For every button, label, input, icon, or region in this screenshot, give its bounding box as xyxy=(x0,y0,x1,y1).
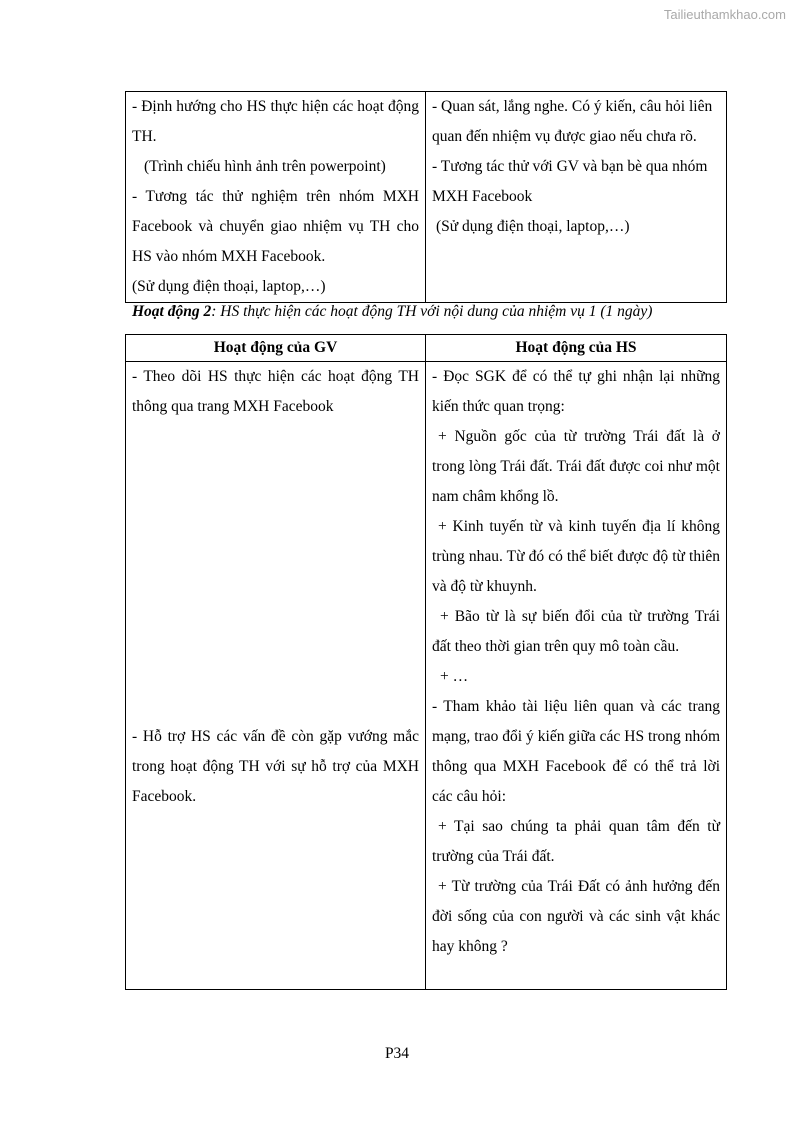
gv-item: - Hỗ trợ HS các vấn đề còn gặp vướng mắc trong hoạt động TH với sự hỗ trợ của MXH Facebook. xyxy=(132,728,419,805)
hs-item: + Bão từ là sự biến đổi của từ trường Trái đất theo thời gian trên quy mô toàn cầu. xyxy=(432,608,720,655)
gv-cell xyxy=(126,362,426,990)
table-header-row xyxy=(126,335,727,362)
watermark: Tailieuthamkhao.com xyxy=(663,7,786,22)
gv-item: - Theo dõi HS thực hiện các hoạt động TH thông qua trang MXH Facebook xyxy=(132,368,419,415)
activity-caption xyxy=(132,303,652,321)
hs-item: (Sử dụng điện thoại, laptop,…) xyxy=(436,218,630,235)
activity-table-1 xyxy=(125,91,727,303)
caption-bold: Hoạt động 2 xyxy=(132,303,212,320)
gv-item: (Sử dụng điện thoại, laptop,…) xyxy=(132,278,326,295)
header-hs: Hoạt động của HS xyxy=(426,335,727,362)
hs-item: + Nguồn gốc của từ trường Trái đất là ở trong lòng Trái đất. Trái đất được coi như một nam châm khổng lồ. xyxy=(432,428,720,505)
header-gv: Hoạt động của GV xyxy=(126,335,426,362)
gv-item: (Trình chiếu hình ảnh trên powerpoint) xyxy=(144,158,386,175)
hs-item: + Kinh tuyến từ và kinh tuyến địa lí không trùng nhau. Từ đó có thể biết được độ từ thiên và độ từ khuynh. xyxy=(432,518,720,595)
gv-cell xyxy=(126,92,426,303)
hs-cell xyxy=(426,92,727,303)
hs-item: - Tham khảo tài liệu liên quan và các trang mạng, trao đổi ý kiến giữa các HS trong nhóm thông qua MXH Facebook để có thể trả lời các câu hỏi: xyxy=(432,698,720,805)
hs-item: + Tại sao chúng ta phải quan tâm đến từ trường của Trái đất. xyxy=(432,818,720,865)
gv-item: - Định hướng cho HS thực hiện các hoạt động TH. xyxy=(132,98,419,145)
activity-table-2 xyxy=(125,334,727,990)
hs-item: - Quan sát, lắng nghe. Có ý kiến, câu hỏi liên quan đến nhiệm vụ được giao nếu chưa rõ. xyxy=(432,98,713,145)
hs-item: - Tương tác thử với GV và bạn bè qua nhóm MXH Facebook xyxy=(432,158,708,205)
hs-cell xyxy=(426,362,727,990)
caption-text: : HS thực hiện các hoạt động TH với nội dung của nhiệm vụ 1 (1 ngày) xyxy=(211,303,653,320)
table-row xyxy=(126,362,727,990)
hs-item: - Đọc SGK để có thể tự ghi nhận lại những kiến thức quan trọng: xyxy=(432,368,720,415)
hs-item: + Từ trường của Trái Đất có ảnh hưởng đến đời sống của con người và các sinh vật khác hay không ? xyxy=(432,878,720,955)
table-row xyxy=(126,92,727,303)
page-number: P34 xyxy=(384,1045,410,1062)
hs-item: + … xyxy=(440,668,469,685)
gv-item: - Tương tác thử nghiệm trên nhóm MXH Facebook và chuyển giao nhiệm vụ TH cho HS vào nhóm MXH Facebook. xyxy=(132,188,419,265)
